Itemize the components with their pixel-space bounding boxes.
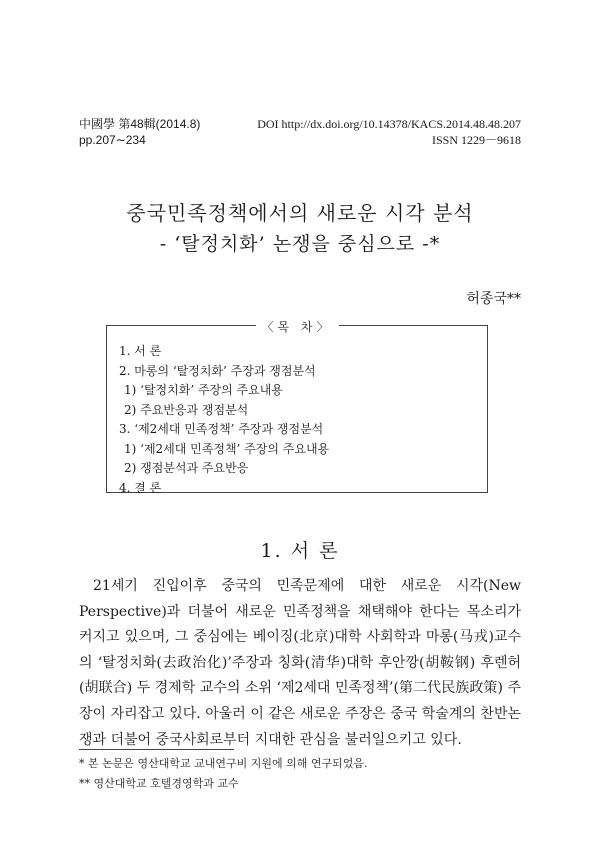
toc-item: 2) 쟁점분석과 주요반응 — [124, 461, 249, 475]
section-heading: 1. 서 론 — [260, 540, 340, 562]
toc-item: 2. 마롱의 ‘탈정치화’ 주장과 쟁점분석 — [119, 363, 316, 378]
toc-item: 2) 주요반응과 쟁점분석 — [124, 402, 249, 417]
toc-list — [119, 342, 329, 498]
footnotes — [79, 754, 368, 794]
footnote-divider — [79, 749, 234, 750]
journal-info — [79, 116, 200, 148]
footnote: ** 영산대학교 호텔경영학과 교수 — [79, 777, 239, 790]
toc-heading: 〈목 차〉 — [107, 318, 487, 335]
paper-title: 중국민족정책에서의 새로운 시각 분석 — [126, 201, 474, 225]
toc-item: 1) ‘탈정치화’ 주장의 주요내용 — [124, 383, 283, 397]
doi: DOI http://dx.doi.org/10.14378/KACS.2014.48.48.207 — [257, 117, 521, 131]
issn: ISSN 1229－9618 — [431, 133, 521, 147]
publication-ids — [257, 116, 521, 148]
toc-item: 1) ‘제2세대 민족정책’ 주장의 주요내용 — [124, 441, 330, 456]
body-paragraph — [79, 574, 521, 753]
toc-item: 3. ‘제2세대 민족정책’ 주장과 쟁점분석 — [119, 422, 324, 436]
footnote: * 본 논문은 영산대학교 교내연구비 지원에 의해 연구되었음. — [79, 757, 368, 770]
paragraph-text: 21세기 진입이후 중국의 민족문제에 대한 새로운 시각(New Perspective)과 더불어 새로운 민족정책을 채택해야 한다는 목소리가 커지고 있으며, 그 중심에는 베이징(北京)대학 사회학과 마롱(马戎)교수의 ‘탈정치화(去政治化)’주장과 칭화(清华)대학 후안깡(胡鞍钢) 후렌허(胡联合) 두 경제학 교수의 소위 ‘제2세대 민족정책’(第二代民族政策) 주장이 자리잡고 있다. 아울러 이 같은 새로운 주장은 중국 학술계의 찬반논쟁과 더불어 중국사회로부터 지대한 관심을 불러일으키고 있다. — [79, 578, 521, 748]
author: 허종국** — [466, 291, 521, 307]
journal-name: 中國學 第48輯(2014.8) — [79, 117, 201, 131]
page-range: pp.207∼234 — [79, 133, 146, 147]
toc-item: 1. 서 론 — [119, 344, 162, 358]
toc-item: 4. 결 론 — [119, 480, 162, 495]
table-of-contents — [106, 320, 488, 495]
paper-subtitle: - ‘탈정치화’ 논쟁을 중심으로 -* — [159, 233, 441, 255]
